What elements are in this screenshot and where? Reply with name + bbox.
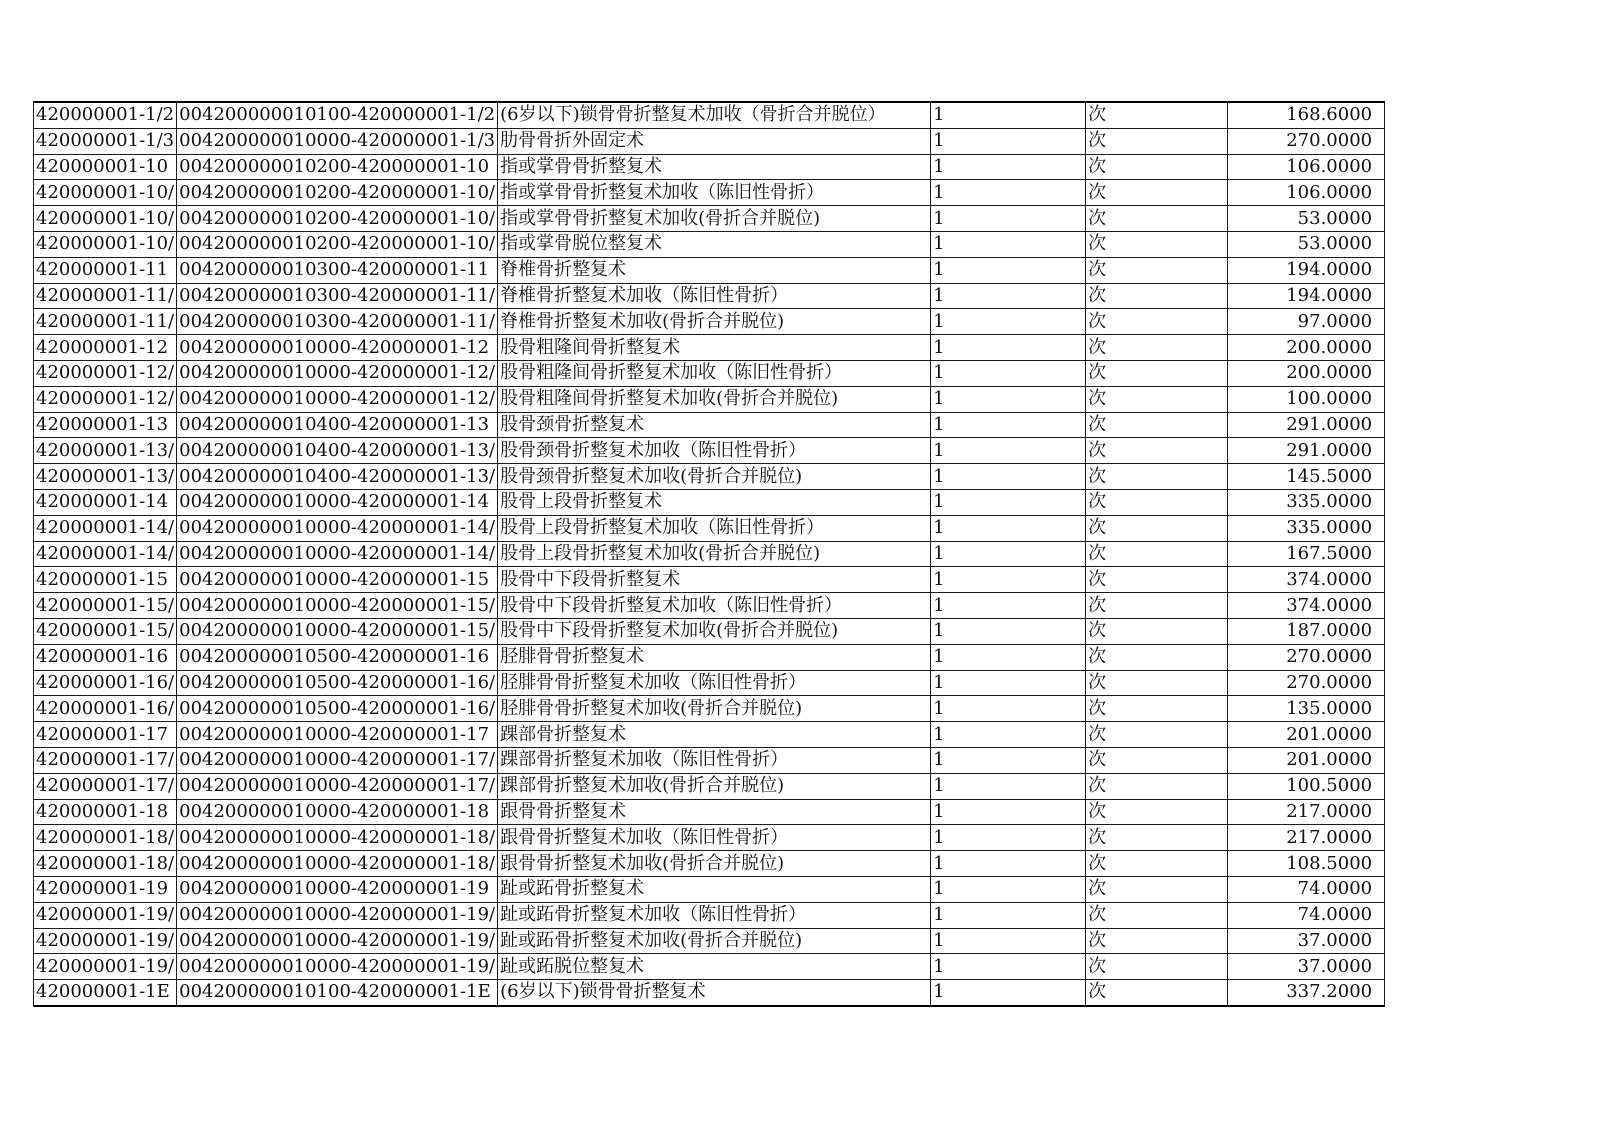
cell-item-name: 肋骨骨折外固定术 <box>498 128 931 154</box>
cell-item-code: 420000001-18/ <box>34 851 177 877</box>
cell-item-code: 420000001-12 <box>34 335 177 361</box>
cell-unit: 次 <box>1086 154 1228 180</box>
cell-price: 97.0000 <box>1228 309 1385 335</box>
cell-full-code: 004200000010000-420000001-15 <box>177 567 498 593</box>
cell-full-code: 004200000010000-420000001-18 <box>177 799 498 825</box>
cell-quantity: 1 <box>931 773 1086 799</box>
cell-quantity: 1 <box>931 980 1086 1006</box>
cell-item-code: 420000001-19/ <box>34 954 177 980</box>
cell-item-name: 股骨粗隆间骨折整复术加收（陈旧性骨折） <box>498 360 931 386</box>
cell-price: 100.0000 <box>1228 386 1385 412</box>
cell-item-code: 420000001-1E <box>34 980 177 1006</box>
cell-full-code: 004200000010000-420000001-18/ <box>177 825 498 851</box>
cell-unit: 次 <box>1086 386 1228 412</box>
cell-item-name: 股骨颈骨折整复术加收(骨折合并脱位) <box>498 464 931 490</box>
cell-quantity: 1 <box>931 386 1086 412</box>
cell-item-code: 420000001-12/ <box>34 386 177 412</box>
cell-price: 74.0000 <box>1228 876 1385 902</box>
cell-full-code: 004200000010200-420000001-10 <box>177 154 498 180</box>
cell-item-code: 420000001-12/ <box>34 360 177 386</box>
cell-full-code: 004200000010200-420000001-10/ <box>177 206 498 232</box>
cell-unit: 次 <box>1086 515 1228 541</box>
cell-price: 145.5000 <box>1228 464 1385 490</box>
table-row <box>34 464 1385 490</box>
cell-unit: 次 <box>1086 902 1228 928</box>
cell-price: 217.0000 <box>1228 825 1385 851</box>
cell-item-name: 脊椎骨折整复术加收(骨折合并脱位) <box>498 309 931 335</box>
cell-quantity: 1 <box>931 180 1086 206</box>
table-row <box>34 644 1385 670</box>
table-row <box>34 670 1385 696</box>
cell-quantity: 1 <box>931 515 1086 541</box>
cell-quantity: 1 <box>931 283 1086 309</box>
cell-quantity: 1 <box>931 206 1086 232</box>
cell-item-name: 股骨中下段骨折整复术加收(骨折合并脱位) <box>498 618 931 644</box>
table-row <box>34 412 1385 438</box>
table-row <box>34 799 1385 825</box>
cell-quantity: 1 <box>931 593 1086 619</box>
cell-item-code: 420000001-13 <box>34 412 177 438</box>
cell-item-code: 420000001-17/ <box>34 773 177 799</box>
cell-quantity: 1 <box>931 722 1086 748</box>
cell-unit: 次 <box>1086 257 1228 283</box>
cell-unit: 次 <box>1086 438 1228 464</box>
cell-unit: 次 <box>1086 876 1228 902</box>
cell-quantity: 1 <box>931 954 1086 980</box>
cell-price: 108.5000 <box>1228 851 1385 877</box>
cell-full-code: 004200000010100-420000001-1E <box>177 980 498 1006</box>
cell-price: 291.0000 <box>1228 412 1385 438</box>
cell-item-name: 脊椎骨折整复术 <box>498 257 931 283</box>
cell-quantity: 1 <box>931 825 1086 851</box>
price-table <box>33 101 1385 1007</box>
cell-item-name: 股骨颈骨折整复术 <box>498 412 931 438</box>
cell-item-name: 趾或跖骨折整复术加收（陈旧性骨折） <box>498 902 931 928</box>
cell-item-name: 跟骨骨折整复术加收(骨折合并脱位) <box>498 851 931 877</box>
cell-quantity: 1 <box>931 618 1086 644</box>
cell-quantity: 1 <box>931 360 1086 386</box>
table-row <box>34 541 1385 567</box>
table-row <box>34 696 1385 722</box>
cell-item-code: 420000001-19/ <box>34 902 177 928</box>
table-row <box>34 928 1385 954</box>
cell-unit: 次 <box>1086 773 1228 799</box>
table-row <box>34 128 1385 154</box>
table-row <box>34 747 1385 773</box>
cell-price: 194.0000 <box>1228 257 1385 283</box>
cell-price: 374.0000 <box>1228 593 1385 619</box>
cell-unit: 次 <box>1086 722 1228 748</box>
table-row <box>34 335 1385 361</box>
table-row <box>34 154 1385 180</box>
table-row <box>34 773 1385 799</box>
cell-unit: 次 <box>1086 309 1228 335</box>
cell-quantity: 1 <box>931 902 1086 928</box>
table-body <box>34 102 1385 1006</box>
cell-quantity: 1 <box>931 102 1086 128</box>
cell-unit: 次 <box>1086 928 1228 954</box>
cell-price: 100.5000 <box>1228 773 1385 799</box>
cell-price: 270.0000 <box>1228 128 1385 154</box>
cell-quantity: 1 <box>931 438 1086 464</box>
cell-unit: 次 <box>1086 489 1228 515</box>
cell-full-code: 004200000010200-420000001-10/ <box>177 180 498 206</box>
cell-full-code: 004200000010200-420000001-10/ <box>177 231 498 257</box>
cell-price: 187.0000 <box>1228 618 1385 644</box>
cell-item-code: 420000001-17/ <box>34 747 177 773</box>
table-row <box>34 206 1385 232</box>
cell-unit: 次 <box>1086 980 1228 1006</box>
cell-quantity: 1 <box>931 489 1086 515</box>
table-row <box>34 825 1385 851</box>
cell-quantity: 1 <box>931 335 1086 361</box>
cell-quantity: 1 <box>931 412 1086 438</box>
table-row <box>34 102 1385 128</box>
cell-full-code: 004200000010000-420000001-15/ <box>177 593 498 619</box>
cell-item-name: 胫腓骨骨折整复术加收（陈旧性骨折） <box>498 670 931 696</box>
cell-price: 168.6000 <box>1228 102 1385 128</box>
cell-unit: 次 <box>1086 747 1228 773</box>
cell-item-code: 420000001-19/ <box>34 928 177 954</box>
table-row <box>34 980 1385 1006</box>
cell-item-name: 股骨上段骨折整复术加收(骨折合并脱位) <box>498 541 931 567</box>
cell-item-code: 420000001-1/2 <box>34 102 177 128</box>
cell-full-code: 004200000010000-420000001-15/ <box>177 618 498 644</box>
cell-item-name: 指或掌骨骨折整复术 <box>498 154 931 180</box>
cell-quantity: 1 <box>931 154 1086 180</box>
cell-unit: 次 <box>1086 644 1228 670</box>
table-row <box>34 902 1385 928</box>
table-row <box>34 593 1385 619</box>
table-row <box>34 876 1385 902</box>
cell-full-code: 004200000010000-420000001-12 <box>177 335 498 361</box>
cell-quantity: 1 <box>931 670 1086 696</box>
table-row <box>34 618 1385 644</box>
cell-price: 270.0000 <box>1228 670 1385 696</box>
cell-item-name: 指或掌骨骨折整复术加收（陈旧性骨折） <box>498 180 931 206</box>
cell-unit: 次 <box>1086 335 1228 361</box>
cell-price: 200.0000 <box>1228 360 1385 386</box>
cell-quantity: 1 <box>931 309 1086 335</box>
cell-unit: 次 <box>1086 618 1228 644</box>
cell-full-code: 004200000010300-420000001-11/ <box>177 283 498 309</box>
cell-item-name: 胫腓骨骨折整复术加收(骨折合并脱位) <box>498 696 931 722</box>
cell-quantity: 1 <box>931 644 1086 670</box>
cell-item-code: 420000001-13/ <box>34 464 177 490</box>
table-row <box>34 309 1385 335</box>
cell-unit: 次 <box>1086 412 1228 438</box>
cell-item-name: 指或掌骨脱位整复术 <box>498 231 931 257</box>
cell-price: 335.0000 <box>1228 515 1385 541</box>
cell-price: 167.5000 <box>1228 541 1385 567</box>
cell-price: 106.0000 <box>1228 154 1385 180</box>
table-row <box>34 386 1385 412</box>
cell-full-code: 004200000010000-420000001-14 <box>177 489 498 515</box>
cell-item-code: 420000001-15/ <box>34 618 177 644</box>
cell-unit: 次 <box>1086 825 1228 851</box>
cell-unit: 次 <box>1086 799 1228 825</box>
table-row <box>34 283 1385 309</box>
cell-item-name: 胫腓骨骨折整复术 <box>498 644 931 670</box>
cell-price: 270.0000 <box>1228 644 1385 670</box>
cell-full-code: 004200000010000-420000001-1/3 <box>177 128 498 154</box>
cell-quantity: 1 <box>931 928 1086 954</box>
cell-item-code: 420000001-15/ <box>34 593 177 619</box>
cell-item-name: 股骨粗隆间骨折整复术加收(骨折合并脱位) <box>498 386 931 412</box>
cell-price: 37.0000 <box>1228 954 1385 980</box>
table-row <box>34 360 1385 386</box>
cell-price: 217.0000 <box>1228 799 1385 825</box>
cell-unit: 次 <box>1086 231 1228 257</box>
cell-unit: 次 <box>1086 593 1228 619</box>
cell-item-code: 420000001-16 <box>34 644 177 670</box>
cell-unit: 次 <box>1086 696 1228 722</box>
cell-unit: 次 <box>1086 954 1228 980</box>
cell-quantity: 1 <box>931 696 1086 722</box>
cell-full-code: 004200000010400-420000001-13/ <box>177 438 498 464</box>
cell-price: 106.0000 <box>1228 180 1385 206</box>
cell-item-name: (6岁以下)锁骨骨折整复术加收（骨折合并脱位） <box>498 102 931 128</box>
table-row <box>34 722 1385 748</box>
cell-full-code: 004200000010000-420000001-12/ <box>177 360 498 386</box>
cell-item-code: 420000001-16/ <box>34 670 177 696</box>
cell-full-code: 004200000010500-420000001-16/ <box>177 696 498 722</box>
table-row <box>34 257 1385 283</box>
table-row <box>34 954 1385 980</box>
cell-item-code: 420000001-14/ <box>34 541 177 567</box>
cell-unit: 次 <box>1086 206 1228 232</box>
cell-full-code: 004200000010000-420000001-17/ <box>177 747 498 773</box>
cell-item-name: 趾或跖骨折整复术加收(骨折合并脱位) <box>498 928 931 954</box>
cell-quantity: 1 <box>931 541 1086 567</box>
cell-item-code: 420000001-16/ <box>34 696 177 722</box>
cell-item-name: 踝部骨折整复术 <box>498 722 931 748</box>
cell-full-code: 004200000010000-420000001-19/ <box>177 928 498 954</box>
cell-quantity: 1 <box>931 747 1086 773</box>
cell-item-name: 股骨中下段骨折整复术 <box>498 567 931 593</box>
cell-full-code: 004200000010000-420000001-19/ <box>177 954 498 980</box>
cell-item-code: 420000001-14/ <box>34 515 177 541</box>
cell-quantity: 1 <box>931 851 1086 877</box>
cell-quantity: 1 <box>931 464 1086 490</box>
table-row <box>34 231 1385 257</box>
cell-full-code: 004200000010000-420000001-17/ <box>177 773 498 799</box>
cell-unit: 次 <box>1086 360 1228 386</box>
cell-item-code: 420000001-11/ <box>34 309 177 335</box>
cell-full-code: 004200000010300-420000001-11/ <box>177 309 498 335</box>
cell-item-code: 420000001-10 <box>34 154 177 180</box>
cell-item-code: 420000001-11/ <box>34 283 177 309</box>
cell-unit: 次 <box>1086 851 1228 877</box>
cell-unit: 次 <box>1086 567 1228 593</box>
cell-quantity: 1 <box>931 257 1086 283</box>
cell-item-name: 趾或跖骨折整复术 <box>498 876 931 902</box>
cell-item-code: 420000001-14 <box>34 489 177 515</box>
table-row <box>34 180 1385 206</box>
cell-price: 200.0000 <box>1228 335 1385 361</box>
cell-price: 374.0000 <box>1228 567 1385 593</box>
cell-price: 135.0000 <box>1228 696 1385 722</box>
cell-item-code: 420000001-18 <box>34 799 177 825</box>
cell-item-code: 420000001-13/ <box>34 438 177 464</box>
cell-full-code: 004200000010000-420000001-17 <box>177 722 498 748</box>
cell-item-code: 420000001-17 <box>34 722 177 748</box>
cell-price: 53.0000 <box>1228 206 1385 232</box>
cell-item-code: 420000001-15 <box>34 567 177 593</box>
cell-price: 37.0000 <box>1228 928 1385 954</box>
cell-price: 291.0000 <box>1228 438 1385 464</box>
cell-full-code: 004200000010000-420000001-14/ <box>177 515 498 541</box>
cell-item-name: 指或掌骨骨折整复术加收(骨折合并脱位) <box>498 206 931 232</box>
cell-unit: 次 <box>1086 128 1228 154</box>
cell-item-code: 420000001-18/ <box>34 825 177 851</box>
table-row <box>34 515 1385 541</box>
table-row <box>34 567 1385 593</box>
table-row <box>34 438 1385 464</box>
cell-item-name: 踝部骨折整复术加收(骨折合并脱位) <box>498 773 931 799</box>
cell-price: 201.0000 <box>1228 747 1385 773</box>
cell-item-name: 股骨颈骨折整复术加收（陈旧性骨折） <box>498 438 931 464</box>
cell-unit: 次 <box>1086 464 1228 490</box>
cell-unit: 次 <box>1086 283 1228 309</box>
table-row <box>34 489 1385 515</box>
cell-unit: 次 <box>1086 102 1228 128</box>
cell-item-name: 脊椎骨折整复术加收（陈旧性骨折） <box>498 283 931 309</box>
cell-item-name: 跟骨骨折整复术加收（陈旧性骨折） <box>498 825 931 851</box>
cell-item-name: 股骨中下段骨折整复术加收（陈旧性骨折） <box>498 593 931 619</box>
cell-item-name: 股骨上段骨折整复术 <box>498 489 931 515</box>
cell-quantity: 1 <box>931 567 1086 593</box>
cell-item-name: 踝部骨折整复术加收（陈旧性骨折） <box>498 747 931 773</box>
cell-quantity: 1 <box>931 799 1086 825</box>
cell-item-name: 股骨上段骨折整复术加收（陈旧性骨折） <box>498 515 931 541</box>
cell-full-code: 004200000010000-420000001-19 <box>177 876 498 902</box>
cell-full-code: 004200000010500-420000001-16 <box>177 644 498 670</box>
cell-full-code: 004200000010000-420000001-18/ <box>177 851 498 877</box>
cell-quantity: 1 <box>931 128 1086 154</box>
cell-unit: 次 <box>1086 670 1228 696</box>
cell-item-code: 420000001-10/ <box>34 206 177 232</box>
cell-price: 335.0000 <box>1228 489 1385 515</box>
cell-full-code: 004200000010400-420000001-13 <box>177 412 498 438</box>
cell-price: 337.2000 <box>1228 980 1385 1006</box>
cell-item-code: 420000001-10/ <box>34 180 177 206</box>
cell-price: 74.0000 <box>1228 902 1385 928</box>
cell-full-code: 004200000010000-420000001-19/ <box>177 902 498 928</box>
cell-price: 194.0000 <box>1228 283 1385 309</box>
cell-quantity: 1 <box>931 231 1086 257</box>
cell-item-code: 420000001-1/3 <box>34 128 177 154</box>
cell-price: 53.0000 <box>1228 231 1385 257</box>
cell-full-code: 004200000010300-420000001-11 <box>177 257 498 283</box>
cell-item-code: 420000001-10/ <box>34 231 177 257</box>
cell-item-name: 股骨粗隆间骨折整复术 <box>498 335 931 361</box>
cell-quantity: 1 <box>931 876 1086 902</box>
cell-item-name: (6岁以下)锁骨骨折整复术 <box>498 980 931 1006</box>
cell-unit: 次 <box>1086 180 1228 206</box>
cell-full-code: 004200000010400-420000001-13/ <box>177 464 498 490</box>
cell-price: 201.0000 <box>1228 722 1385 748</box>
cell-full-code: 004200000010500-420000001-16/ <box>177 670 498 696</box>
cell-full-code: 004200000010000-420000001-12/ <box>177 386 498 412</box>
cell-unit: 次 <box>1086 541 1228 567</box>
cell-full-code: 004200000010100-420000001-1/2 <box>177 102 498 128</box>
cell-item-code: 420000001-11 <box>34 257 177 283</box>
cell-item-name: 趾或跖脱位整复术 <box>498 954 931 980</box>
table-row <box>34 851 1385 877</box>
cell-item-code: 420000001-19 <box>34 876 177 902</box>
cell-full-code: 004200000010000-420000001-14/ <box>177 541 498 567</box>
cell-item-name: 跟骨骨折整复术 <box>498 799 931 825</box>
